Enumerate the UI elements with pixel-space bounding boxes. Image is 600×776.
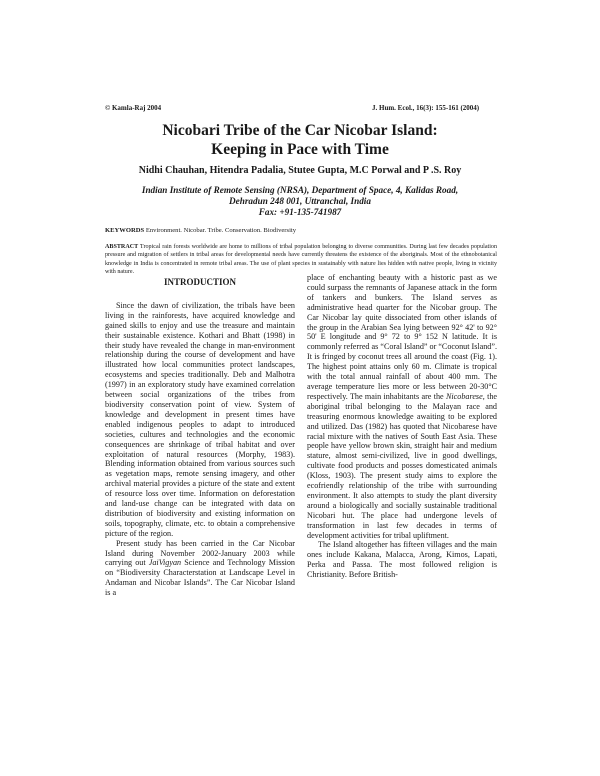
keywords [105, 227, 497, 234]
paragraph-text: Science and Technology Mission on “Biodiversity Characterstation at Landscape Level in Andaman and Nicobar Islands”. The Car Nicobar Island is a [105, 558, 295, 598]
title-line-2: Keeping in Pace with Time [211, 141, 389, 158]
keywords-label: KEYWORDS [105, 227, 145, 234]
paragraph-text: , the aboriginal tribal belonging to the Malayan race and treasuring enormous knowledge awaiting to be explored and utilized. Das (1982) has quoted that Nicobarese have racial mixture with the natives of South East Asia. These people have yellow brown skin, straight hair and medium stature, almost semi-civilized, live in good dwellings, cultivate food products and posses domesticated animals (Kloss, 1903). The present study aims to explore the ecofriendly relationship of the tribe with surrounding environment. It also attempts to study the plant diversity around a biologically and socially sustainable traditional Nicobari hut. The place had undergone levels of transformation in last few decades in terms of development activities for tribal upliftment. [307, 391, 497, 540]
affiliation-line-2: Dehradun 248 001, Uttranchal, India [229, 196, 371, 207]
author-list: Nidhi Chauhan, Hitendra Padalia, Stutee Gupta, M.C Porwal and P .S. Roy [138, 165, 462, 176]
paragraph: The Island altogether has fifteen villages and the main ones include Kakana, Malacca, Arong, Kimos, Lapati, Perka and Passa. The most followed religion is Christianity. Before British- [307, 540, 497, 580]
body-column-left [105, 278, 295, 598]
section-heading: INTRODUCTION [163, 277, 236, 287]
paper-title [60, 121, 540, 159]
affiliation [60, 185, 540, 219]
paragraph-text: Present study has been carried in the Car Nicobar Island during November 2002-January 2003 while carrying out [105, 538, 295, 568]
italic-term: Nicobarese [445, 391, 483, 401]
keywords-text: Environment. Nicobar. Tribe. Conservation. Biodiversity [144, 227, 297, 234]
affiliation-fax: Fax: +91-135-741987 [258, 207, 342, 218]
journal-citation: J. Hum. Ecol., 16(3): 155-161 (2004) [372, 104, 480, 112]
abstract [105, 243, 497, 277]
italic-term: JaiVigyan [148, 558, 182, 568]
body-column-right [307, 273, 497, 580]
copyright-notice: © Kamla-Raj 2004 [105, 104, 162, 112]
affiliation-line-1: Indian Institute of Remote Sensing (NRSA), Department of Space, 4, Kalidas Road, [141, 185, 459, 195]
paragraph: Since the dawn of civilization, the tribals have been living in the rainforests, have acquired knowledge and gained skills to enjoy and use the treasure and maintain their sustainable existence. Kothari and Bhatt (1998) in their study have revealed the change in man-environment relationship during the course of development and have illustrated how local communities protect landscapes, ecosystems and species traditionally. Deb and Malhotra (1997) in an exploratory study have examined correlation between social organizations of the tribes from biodiversity conservation point of view. System of knowledge and development in present times have enabled indigenous peoples to adapt to introduced societies, cultures and technologies and the economic consequences are shrinkage of tribal habitat and over exploitation of natural resources (Morphy, 1983). Blending information obtained from various sources such as vegetation maps, remote sensing imagery, and other archival material provides a picture of the state and extent of resource loss over time. Information on deforestation and land-use change can be integrated with data on distribution of biodiversity and existing information on soils, topography, climate, etc. to obtain a comprehensive picture of the region. [105, 300, 295, 538]
paragraph-text: place of enchanting beauty with a historic past as we could surpass the remnants of Japanese attack in the form of tankers and bunkers. The Island serves as administrative head quarter for the Nicobar group. The Car Nicobar lay quite dissociated from other islands of the group in the Arabian Sea lying between 92° 42' to 92° 50' E longitude and 9° 72 to 9° 152 N latitude. It is commonly referred as “Coral Island” or “Coconut Island”. It is fringed by coconut trees all around the coast (Fig. 1). The highest point attains only 60 m. Climate is tropical with the total annual rainfall of about 400 mm. The average temperature lies more or less between 20-30°C respectively. The main inhabitants are the [307, 273, 497, 401]
paragraph [105, 539, 295, 598]
abstract-label: ABSTRACT [105, 244, 139, 250]
abstract-text: Tropical rain forests worldwide are home to millions of tribal population belonging to diverse communities. During last few decades population pressure and migration of settlers in tribal areas for developmental needs have currently threatens the existence of the aboriginals. Most of the ethnobotanical knowledge in India is concentrated in remote tribal areas. The use of plant species in sustainably with nature lies hidden with native people, living in vicinity with nature. [105, 244, 497, 276]
title-line-1: Nicobari Tribe of the Car Nicobar Island: [162, 122, 438, 139]
paragraph [307, 273, 497, 540]
